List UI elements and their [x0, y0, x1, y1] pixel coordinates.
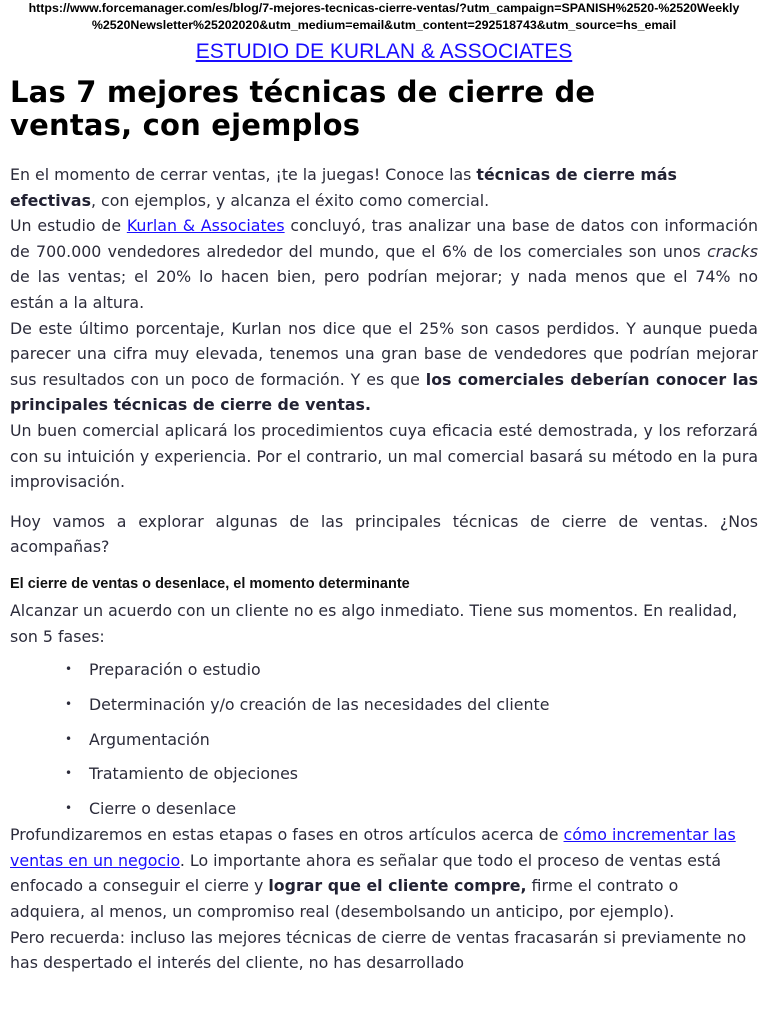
- bullet-icon: •: [65, 731, 73, 746]
- study-text-end: de las ventas; el 20% lo hacen bien, pero podrían mejorar; y nada menos que el 74% no están a la altura.: [10, 267, 758, 312]
- source-url-line2[interactable]: %2520Newsletter%25202020&utm_medium=email&utm_content=292518743&utm_source=hs_email: [91, 18, 677, 32]
- list-item: [65, 761, 758, 796]
- list-item: [65, 796, 758, 822]
- paragraph-deepen: [10, 822, 758, 924]
- paragraph-good-seller: Un buen comercial aplicará los procedimientos cuya eficacia esté demostrada, y los reforzará con su intuición y experiencia. Por el contrario, un mal comercial basará su método en la pura improvisación.: [10, 420, 758, 492]
- deepen-text-end: firme el contrato o adquiera, al menos, un compromiso real (desembolsando un anticipo, por ejemplo).: [10, 876, 679, 922]
- deepen-text: Profundizaremos en estas etapas o fases en otros artículos acerca de: [10, 825, 564, 845]
- list-item-text: Determinación y/o creación de las necesidades del cliente: [89, 694, 550, 714]
- increase-sales-link[interactable]: cómo incrementar las ventas en un negocio: [10, 825, 736, 870]
- source-url[interactable]: [10, 0, 758, 34]
- phases-list: [10, 657, 758, 822]
- bullet-icon: •: [65, 662, 73, 677]
- study-em: cracks: [707, 241, 758, 261]
- deepen-bold: lograr que el cliente compre,: [268, 876, 527, 896]
- study-text: Un estudio de: [10, 216, 127, 236]
- study-text-mid: concluyó, tras analizar una base de datos con información de 700.000 vendedores alrededor del mundo, que el 6% de los comerciales son unos: [10, 216, 758, 261]
- bullet-icon: •: [65, 696, 73, 711]
- list-item-text: Tratamiento de objeciones: [89, 764, 299, 784]
- section-heading: El cierre de ventas o desenlace, el momento determinante: [10, 575, 410, 592]
- spacer: [10, 495, 758, 509]
- percentage-text: De este último porcentaje, Kurlan nos dice que el 25% son casos perdidos. Y aunque pueda parecer una cifra muy elevada, tenemos una gran base de vendedores que podrían mejorar sus resultados con un poco de formación. Y es que: [10, 318, 758, 389]
- paragraph-remember: Pero recuerda: incluso las mejores técnicas de cierre de ventas fracasarán si previamente no has despertado el interés del cliente, no has desarrollado: [10, 927, 747, 973]
- study-link[interactable]: ESTUDIO DE KURLAN & ASSOCIATES: [195, 40, 573, 63]
- article-body: [10, 162, 758, 976]
- article-title-line2: ventas, con ejemplos: [10, 108, 361, 142]
- list-item: [65, 692, 758, 727]
- paragraph-percentage: [10, 316, 758, 418]
- bullet-icon: •: [65, 766, 73, 781]
- intro-text-end: , con ejemplos, y alcanza el éxito como comercial.: [91, 190, 490, 210]
- list-item-text: Argumentación: [89, 729, 210, 749]
- article-title: [10, 76, 758, 142]
- bullet-icon: •: [65, 801, 73, 816]
- deepen-text-mid: . Lo importante ahora es señalar que todo el proceso de ventas está enfocado a conseguir el cierre y: [10, 850, 722, 896]
- list-item: [65, 727, 758, 762]
- article-title-line1: Las 7 mejores técnicas de cierre de: [10, 75, 596, 109]
- kurlan-link[interactable]: Kurlan & Associates: [126, 216, 285, 236]
- list-item: [65, 657, 758, 692]
- percentage-bold: los comerciales deberían conocer las principales técnicas de cierre de ventas.: [10, 369, 759, 415]
- list-item-text: Cierre o desenlace: [89, 799, 237, 819]
- paragraph-intro: [10, 162, 758, 213]
- intro-bold: técnicas de cierre más efectivas: [10, 165, 677, 210]
- source-url-line1[interactable]: https://www.forcemanager.com/es/blog/7-mejores-tecnicas-cierre-ventas/?utm_campaign=SPANISH%2520-%2520Weekly: [28, 1, 740, 15]
- paragraph-phases-intro: Alcanzar un acuerdo con un cliente no es algo inmediato. Tiene sus momentos. En realidad, son 5 fases:: [10, 600, 738, 646]
- list-item-text: Preparación o estudio: [89, 660, 261, 680]
- paragraph-explore: Hoy vamos a explorar algunas de las principales técnicas de cierre de ventas. ¿Nos acompañas?: [10, 511, 758, 557]
- paragraph-study: [10, 213, 758, 315]
- intro-text: En el momento de cerrar ventas, ¡te la juegas! Conoce las: [10, 165, 477, 184]
